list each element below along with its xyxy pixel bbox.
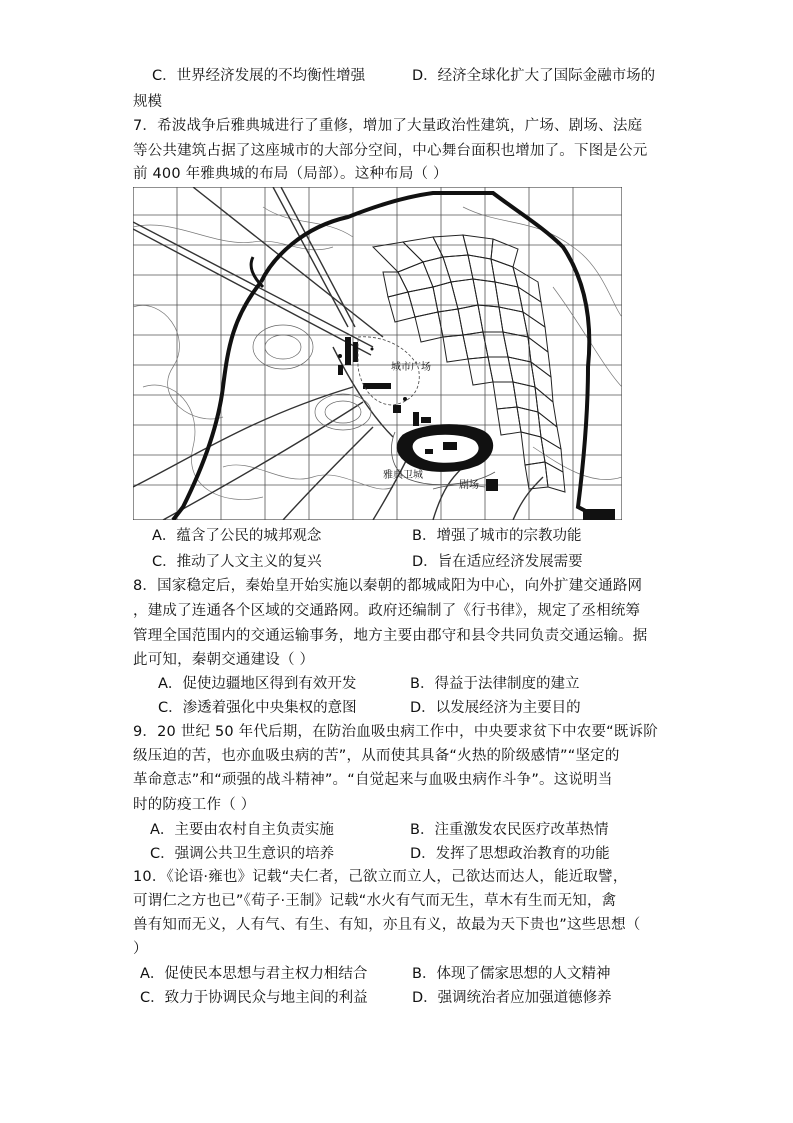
q6-option-d: D．经济全球化扩大了国际金融市场的 <box>412 68 656 84</box>
q8-option-c: C．渗透着强化中央集权的意图 <box>158 700 357 716</box>
q8-stem-line-3: 管理全国范围内的交通运输事务，地方主要由郡守和县令共同负责交通运输。据 <box>133 628 648 644</box>
label-agora: 城市广场 <box>391 362 431 373</box>
q7-option-b: B．增强了城市的宗教功能 <box>412 528 582 544</box>
q7-option-d: D．旨在适应经济发展需要 <box>412 554 583 570</box>
athens-map-svg <box>133 187 622 520</box>
q7-stem-line-3: 前 400 年雅典城的布局（局部）。这种布局（ ） <box>133 166 448 182</box>
q6-option-c: C．世界经济发展的不均衡性增强 <box>152 68 366 84</box>
q10-stem-line-2: 可谓仁之方也已”《荀子·王制》记载“水火有气而无生，草木有生而无知，禽 <box>133 893 617 909</box>
q9-option-b: B．注重激发农民医疗改革热情 <box>410 822 609 838</box>
q10-option-d: D．强调统治者应加强道德修养 <box>412 990 612 1006</box>
q8-option-b: B．得益于法律制度的建立 <box>410 676 580 692</box>
label-theater: 剧场 <box>459 480 479 491</box>
map-corner-block <box>583 509 615 520</box>
q7-option-c: C．推动了人文主义的复兴 <box>152 554 322 570</box>
q8-stem-line-4: 此可知，秦朝交通建设（ ） <box>133 652 315 668</box>
q8-option-a: A．促使边疆地区得到有效开发 <box>158 676 357 692</box>
label-acropolis: 雅典卫城 <box>383 470 423 481</box>
q10-option-a: A．促使民本思想与君主权力相结合 <box>140 966 368 982</box>
q9-stem-line-1: 9．20 世纪 50 年代后期，在防治血吸虫病工作中，中央要求贫下中农要“既诉阶 <box>133 724 658 740</box>
q7-stem-line-1: 7．希波战争后雅典城进行了重修，增加了大量政治性建筑，广场、剧场、法庭 <box>133 118 643 134</box>
q10-stem-line-1: 10．《论语·雍也》记载“夫仁者，己欲立而立人，己欲达而达人，能近取譬， <box>133 869 628 885</box>
athens-city-map <box>133 187 622 520</box>
q7-stem-line-2: 等公共建筑占据了这座城市的大部分空间，中心舞台面积也增加了。下图是公元 <box>133 143 648 159</box>
q10-stem-line-4: ） <box>133 941 148 957</box>
q9-option-d: D．发挥了思想政治教育的功能 <box>410 846 610 862</box>
q9-option-c: C．强调公共卫生意识的培养 <box>150 846 335 862</box>
q8-option-d: D．以发展经济为主要目的 <box>410 700 581 716</box>
q10-stem-line-3: 兽有知而无义，人有气、有生、有知，亦且有义，故最为天下贵也”这些思想（ <box>133 917 641 933</box>
q9-stem-line-2: 级压迫的苦，也亦血吸虫病的苦”，从而使其具备“火热的阶级感情”“坚定的 <box>133 748 620 764</box>
q9-stem-line-4: 时的防疫工作（ ） <box>133 797 256 813</box>
q7-option-a: A．蕴含了公民的城邦观念 <box>152 528 322 544</box>
q8-stem-line-2: ，建成了连通各个区域的交通路网。政府还编制了《行书律》，规定了丞相统筹 <box>133 603 641 619</box>
q8-stem-line-1: 8．国家稳定后，秦始皇开始实施以秦朝的都城咸阳为中心，向外扩建交通路网 <box>133 578 643 594</box>
q10-option-b: B．体现了儒家思想的人文精神 <box>412 966 611 982</box>
q10-option-c: C．致力于协调民众与地主间的利益 <box>140 990 368 1006</box>
q9-stem-line-3: 革命意志”和“顽强的战斗精神”。“自觉起来与血吸虫病作斗争”。这说明当 <box>133 772 613 788</box>
q6-option-d-cont: 规模 <box>133 94 162 110</box>
q9-option-a: A．主要由农村自主负责实施 <box>150 822 334 838</box>
